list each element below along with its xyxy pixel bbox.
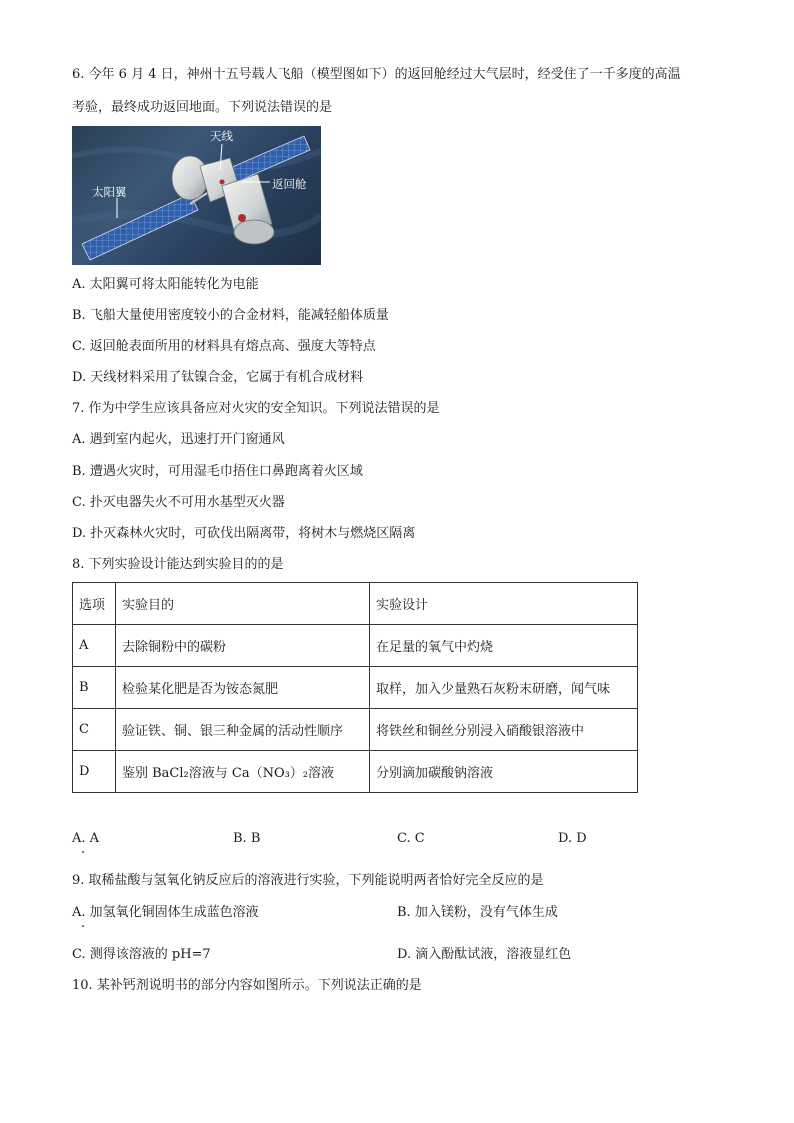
table-row [73, 751, 638, 793]
row-purpose: 验证铁、铜、银三种金属的活动性顺序 [116, 709, 370, 751]
row-purpose: 检验某化肥是否为铵态氮肥 [116, 667, 370, 709]
row-design: 分别滴加碳酸钠溶液 [370, 751, 638, 793]
row-purpose: 去除铜粉中的碳粉 [116, 625, 370, 667]
antenna-label: 天线 [210, 129, 233, 143]
row-design: 在足量的氧气中灼烧 [370, 625, 638, 667]
q8-answer-a: A. A [72, 831, 100, 846]
header-purpose: 实验目的 [116, 583, 370, 625]
q9-option-a: A. 加氢氧化铜固体生成蓝色溶液 [72, 905, 259, 920]
table-header-row [73, 583, 638, 625]
left-solar-wing [82, 194, 198, 260]
row-option: A [73, 625, 116, 667]
q7-option-d: D. 扑灭森林火灾时，可砍伐出隔离带，将树木与燃烧区隔离 [72, 526, 416, 541]
q9-option-b: B. 加入镁粉，没有气体生成 [397, 905, 558, 920]
q7-stem: 7. 作为中学生应该具备应对火灾的安全知识。下列说法错误的是 [72, 401, 440, 416]
solar-wing-label: 太阳翼 [92, 185, 127, 199]
spacecraft-model-figure [72, 126, 321, 265]
q9-option-d: D. 滴入酚酞试液，溶液显红色 [397, 947, 572, 962]
header-design: 实验设计 [370, 583, 638, 625]
capsule-label: 返回舱 [272, 177, 307, 191]
answer-dot [82, 851, 84, 853]
q6-option-c: C. 返回舱表面所用的材料具有熔点高、强度大等特点 [72, 339, 376, 354]
table-row [73, 625, 638, 667]
q9-stem: 9. 取稀盐酸与氢氧化钠反应后的溶液进行实验，下列能说明两者恰好完全反应的是 [72, 873, 544, 888]
header-option: 选项 [73, 583, 116, 625]
row-purpose: 鉴别 BaCl₂溶液与 Ca（NO₃）₂溶液 [116, 751, 370, 793]
q10-stem: 10. 某补钙剂说明书的部分内容如图所示。下列说法正确的是 [72, 978, 422, 993]
q8-stem: 8. 下列实验设计能达到实验目的的是 [72, 557, 284, 572]
table-row [73, 667, 638, 709]
row-option: D [73, 751, 116, 793]
q6-stem-line2: 考验，最终成功返回地面。下列说法错误的是 [72, 100, 333, 115]
q7-option-a: A. 遇到室内起火，迅速打开门窗通风 [72, 432, 285, 447]
row-option: B [73, 667, 116, 709]
q6-option-a: A. 太阳翼可将太阳能转化为电能 [72, 277, 259, 292]
row-design: 将铁丝和铜丝分别浸入硝酸银溶液中 [370, 709, 638, 751]
q6-option-d: D. 天线材料采用了钛镍合金，它属于有机合成材料 [72, 370, 364, 385]
q9-option-c: C. 测得该溶液的 pH=7 [72, 947, 211, 962]
q7-option-c: C. 扑灭电器失火不可用水基型灭火器 [72, 495, 285, 510]
q8-answer-c: C. C [397, 831, 425, 846]
option-dot [82, 925, 84, 927]
q8-answer-b: B. B [233, 831, 261, 846]
q7-option-b: B. 遭遇火灾时，可用湿毛巾捂住口鼻跑离着火区域 [72, 464, 363, 479]
q6-option-b: B. 飞船大量使用密度较小的合金材料，能减轻船体质量 [72, 308, 389, 323]
table-row [73, 709, 638, 751]
q6-stem-line1: 6. 今年 6 月 4 日，神州十五号载人飞船（模型图如下）的返回舱经过大气层时，经受住了一千多度的高温 [72, 67, 681, 82]
row-option: C [73, 709, 116, 751]
q8-answer-d: D. D [558, 831, 587, 846]
experiment-table [72, 582, 638, 793]
row-design: 取样，加入少量熟石灰粉末研磨，闻气味 [370, 667, 638, 709]
